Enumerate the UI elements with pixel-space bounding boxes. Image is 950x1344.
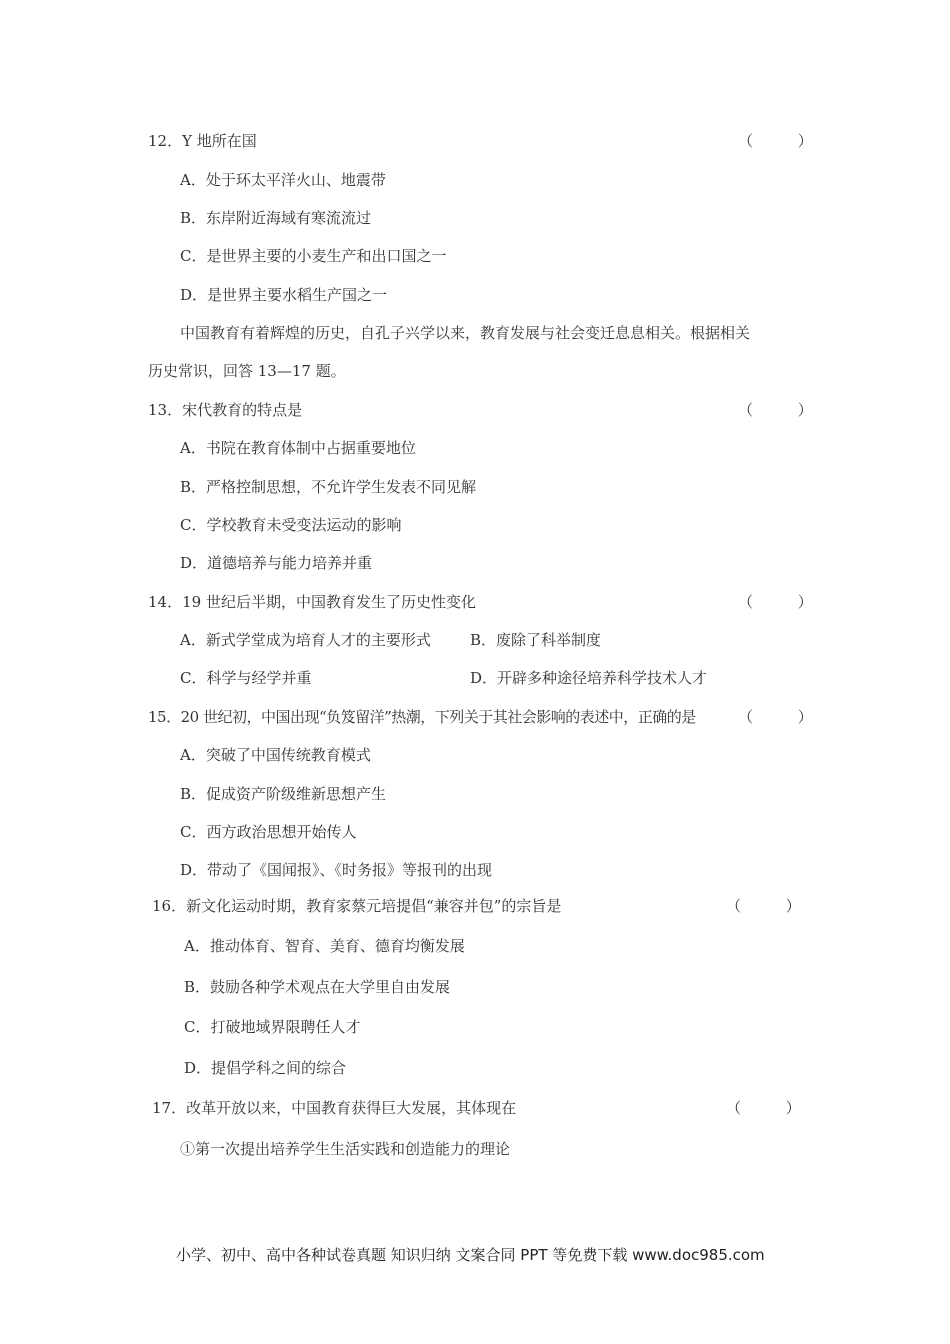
question-14-option-b: B．废除了科举制度 [470,631,602,649]
question-14-option-c: C．科学与经学并重 [180,669,312,687]
question-15-option-b: B．促成资产阶级维新思想产生 [180,785,387,803]
question-13-option-c: C．学校教育未受变法运动的影响 [180,516,402,534]
question-16-answer-paren: （ ） [726,897,821,915]
question-15-stem: 15．20 世纪初，中国出现“负笈留洋”热潮，下列关于其社会影响的表述中，正确的是 [148,708,696,726]
question-12-answer-paren: （ ） [738,132,833,150]
question-15-option-c: C．西方政治思想开始传人 [180,823,357,841]
intro-paragraph-line-2: 历史常识，回答 13—17 题。 [148,362,346,380]
question-12-option-c: C．是世界主要的小麦生产和出口国之一 [180,247,447,265]
question-16-stem: 16．新文化运动时期，教育家蔡元培提倡“兼容并包”的宗旨是 [152,897,562,915]
question-14-answer-paren: （ ） [738,593,833,611]
question-14-option-a: A．新式学堂成为培育人才的主要形式 [180,631,431,649]
question-13-option-d: D．道德培养与能力培养并重 [180,554,373,572]
question-16-option-b: B．鼓励各种学术观点在大学里自由发展 [184,978,451,996]
question-12-option-a: A．处于环太平洋火山、地震带 [180,171,386,189]
question-14-stem: 14．19 世纪后半期，中国教育发生了历史性变化 [148,593,476,611]
question-14-option-d: D．开辟多种途径培养科学技术人才 [470,669,708,687]
question-13-option-b: B．严格控制思想，不允许学生发表不同见解 [180,478,477,496]
question-13-option-a: A．书院在教育体制中占据重要地位 [180,439,416,457]
question-15-option-a: A．突破了中国传统教育模式 [180,746,371,764]
question-12-option-b: B．东岸附近海域有寒流流过 [180,209,372,227]
footer-download-notice: 小学、初中、高中各种试卷真题 知识归纳 文案合同 PPT 等免费下载 www.doc985.com [176,1246,765,1264]
question-16-option-a: A．推动体育、智育、美育、德育均衡发展 [184,937,465,955]
question-12-stem: 12．Y 地所在国 [148,132,257,150]
question-15-answer-paren: （ ） [738,708,833,726]
question-13-stem: 13．宋代教育的特点是 [148,401,303,419]
question-16-option-d: D．提倡学科之间的综合 [184,1059,347,1077]
question-17-stem: 17．改革开放以来，中国教育获得巨大发展，其体现在 [152,1099,517,1117]
question-17-answer-paren: （ ） [726,1099,821,1117]
question-16-option-c: C．打破地域界限聘任人才 [184,1018,361,1036]
question-17-item-1: ①第一次提出培养学生生活实践和创造能力的理论 [180,1140,511,1158]
question-15-option-d: D．带动了《国闻报》、《时务报》等报刊的出现 [180,861,493,879]
question-13-answer-paren: （ ） [738,401,833,419]
intro-paragraph-line-1: 中国教育有着辉煌的历史，自孔子兴学以来，教育发展与社会变迁息息相关。根据相关 [180,324,751,342]
question-12-option-d: D．是世界主要水稻生产国之一 [180,286,388,304]
